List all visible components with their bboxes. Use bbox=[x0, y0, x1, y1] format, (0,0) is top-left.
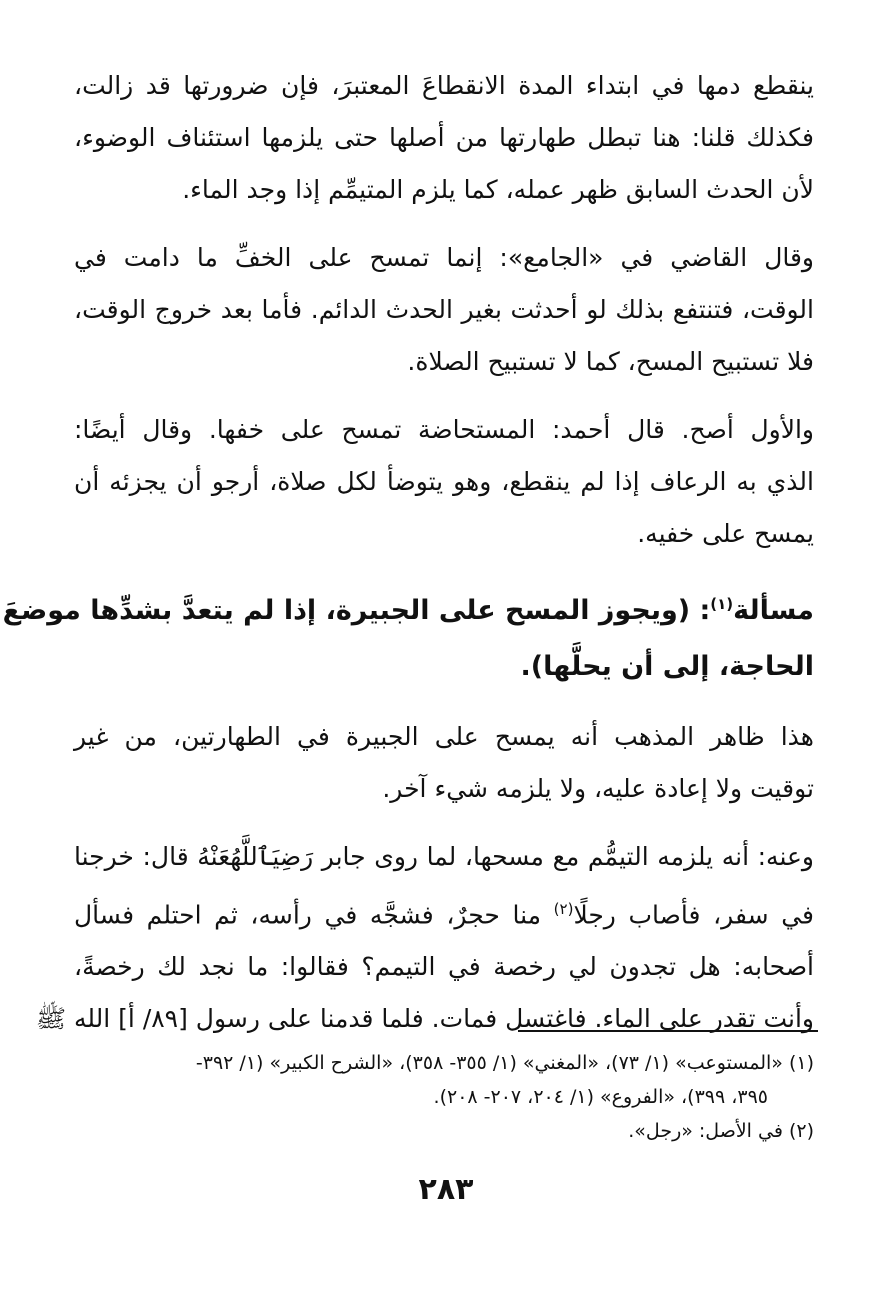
footnote-ref-1[interactable]: (١) bbox=[710, 595, 734, 613]
page-number: ٢٨٣ bbox=[418, 1172, 474, 1207]
footnote-2: (٢) في الأصل: «رجل». bbox=[628, 1120, 814, 1142]
paragraph-1 bbox=[74, 60, 814, 216]
footnote-1: (١) «المستوعب» (١/ ٧٣)، «المغني» (١/ ٣٥٥- ٣٥٨)، «الشرح الكبير» (١/ ٣٩٢- bbox=[195, 1052, 814, 1074]
text-line: أصحابه: هل تجدون لي رخصة في التيمم؟ فقالوا: ما نجد لك رخصةً، bbox=[74, 952, 814, 982]
issue-line-2: الحاجة، إلى أن يحلَّها). bbox=[520, 651, 814, 682]
text-line: لأن الحدث السابق ظهر عمله، كما يلزم المتيمِّم إذا وجد الماء. bbox=[182, 175, 814, 204]
text-line: وأنت تقدر على الماء. فاغتسل فمات. فلما قدمنا على رسول [٨٩/ أ] الله ﷺ bbox=[35, 1004, 814, 1034]
text-line: فلا تستبيح المسح، كما لا تستبيح الصلاة. bbox=[407, 347, 814, 376]
text-line: وعنه: أنه يلزمه التيمُّم مع مسحها، لما روى جابر رَضِيَٱللَّهُعَنْهُ قال: خرجنا bbox=[74, 842, 814, 871]
text-line: الوقت، فتنتفع بذلك لو أحدثت بغير الحدث الدائم. فأما بعد خروج الوقت، bbox=[74, 295, 814, 324]
footnotes bbox=[74, 1046, 814, 1148]
text-line: هذا ظاهر المذهب أنه يمسح على الجبيرة في الطهارتين، من غير bbox=[74, 722, 814, 751]
page-body bbox=[2, 60, 814, 1061]
issue-label: مسألة bbox=[733, 595, 814, 626]
text-line bbox=[74, 883, 814, 941]
footnote-divider bbox=[518, 1030, 818, 1032]
text-segment: في سفر، فأصاب رجلًا bbox=[573, 900, 814, 930]
text-line: فكذلك قلنا: هنا تبطل طهارتها من أصلها حتى يلزمها استئناف الوضوء، bbox=[74, 123, 814, 152]
text-line: وقال القاضي في «الجامع»: إنما تمسح على الخفِّ ما دامت في bbox=[74, 243, 814, 272]
issue-line-1 bbox=[2, 576, 814, 639]
footnote-ref-2[interactable]: (٢) bbox=[553, 900, 574, 918]
issue-heading bbox=[2, 576, 814, 695]
paragraph-4 bbox=[74, 711, 814, 815]
text-line: يمسح على خفيه. bbox=[637, 519, 814, 548]
footnote-1-continued: ٣٩٥، ٣٩٩)، «الفروع» (١/ ٢٠٤، ٢٠٧- ٢٠٨). bbox=[433, 1086, 768, 1108]
text-segment: منا حجرٌ، فشجَّه في رأسه، ثم احتلم فسأل bbox=[74, 900, 554, 930]
text-line: ينقطع دمها في ابتداء المدة الانقطاعَ المعتبرَ، فإن ضرورتها قد زالت، bbox=[74, 71, 814, 100]
text-line: والأول أصح. قال أحمد: المستحاضة تمسح على خفها. وقال أيضًا: bbox=[74, 415, 814, 444]
text-line: الذي به الرعاف إذا لم ينقطع، وهو يتوضأ لكل صلاة، أرجو أن يجزئه أن bbox=[74, 467, 814, 496]
paragraph-3 bbox=[74, 404, 814, 560]
issue-text: : (ويجوز المسح على الجبيرة، إذا لم يتعدَّ بشدِّها موضعَ bbox=[2, 595, 711, 626]
paragraph-5 bbox=[35, 831, 814, 1045]
paragraph-2 bbox=[74, 232, 814, 388]
text-line: توقيت ولا إعادة عليه، ولا يلزمه شيء آخر. bbox=[382, 774, 814, 803]
